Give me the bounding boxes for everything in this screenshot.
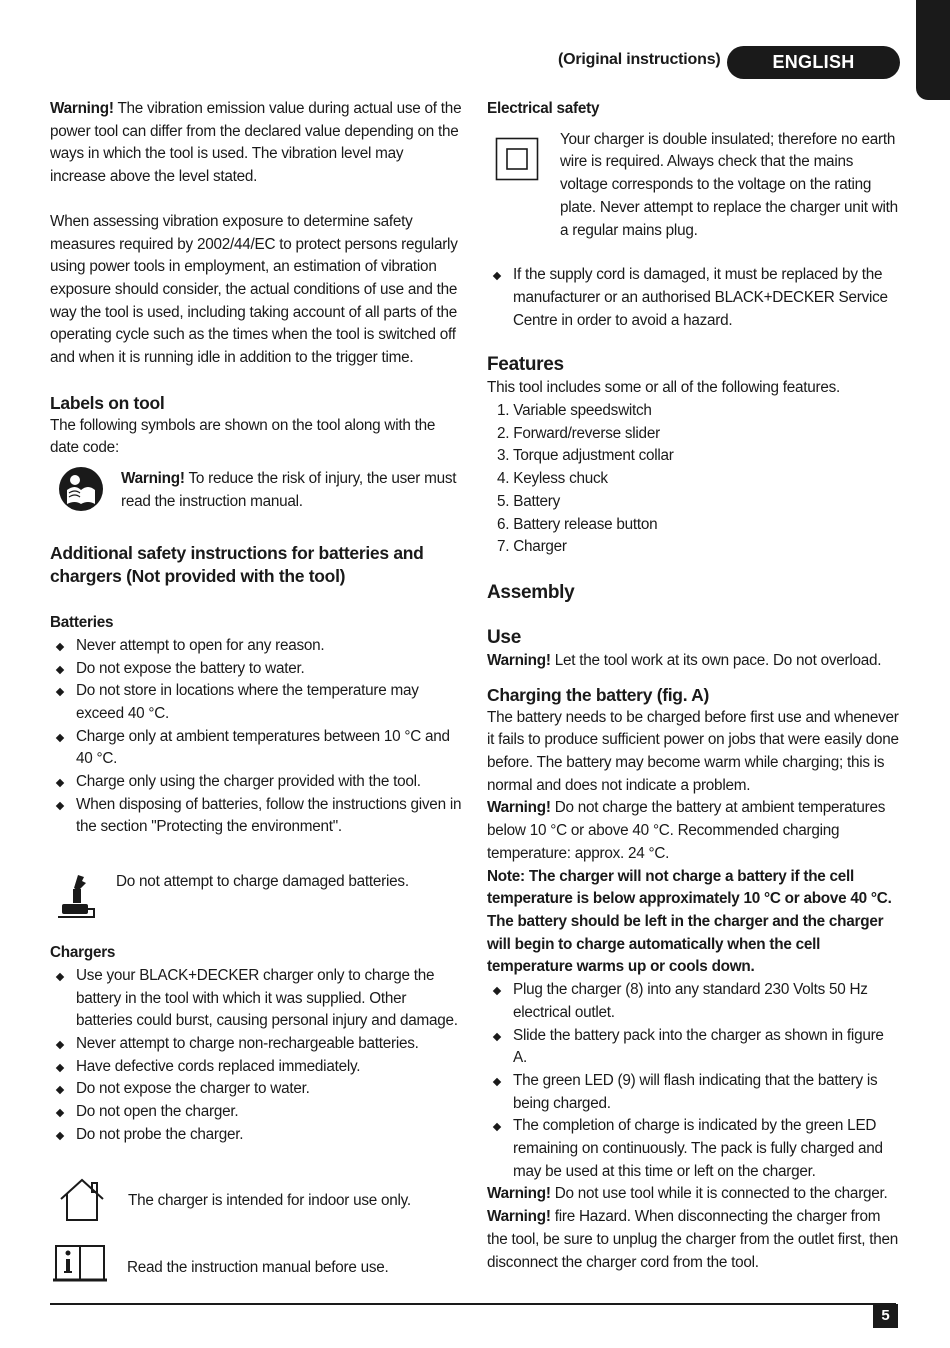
labels-intro: The following symbols are shown on the tool along with the date code: bbox=[50, 416, 436, 457]
warning-connected: Warning! Do not use tool while it is connected to the charger. bbox=[487, 1185, 888, 1203]
instruction-manual-icon bbox=[52, 1243, 108, 1285]
list-item: 5. Battery bbox=[497, 492, 560, 510]
list-item: Never attempt to open for any reason. bbox=[50, 635, 462, 658]
language-badge: ENGLISH bbox=[727, 46, 900, 79]
charging-paragraph: The battery needs to be charged before first use and whenever it fails to produce sufficient power on jobs that were easily done before. The battery may become warm while charging; this is normal and does not indicate a problem. bbox=[487, 708, 899, 794]
read-manual-symbol-row bbox=[50, 468, 462, 514]
list-item: Charge only using the charger provided with the tool. bbox=[50, 771, 462, 794]
charging-note: Note: The charger will not charge a battery if the cell temperature is below approximately 10 °C or above 40 °C. The battery should be left in the charger and the charger will begin to charge automatically when the cell temperature warms up or cools down. bbox=[487, 867, 892, 976]
damaged-battery-icon bbox=[56, 871, 98, 923]
labels-heading: Labels on tool bbox=[50, 392, 165, 413]
indoor-use-note: The charger is intended for indoor use only. bbox=[128, 1191, 411, 1209]
left-column bbox=[50, 98, 462, 1291]
list-item: 7. Charger bbox=[497, 538, 567, 556]
indoor-use-row bbox=[50, 1187, 462, 1233]
corner-tab bbox=[916, 0, 950, 100]
additional-safety-heading: Additional safety instructions for batteries and chargers (Not provided with the tool) bbox=[50, 543, 424, 587]
list-item: The green LED (9) will flash indicating that the battery is being charged. bbox=[487, 1070, 899, 1115]
list-item: Have defective cords replaced immediately. bbox=[50, 1056, 462, 1079]
features-intro: This tool includes some or all of the following features. bbox=[487, 379, 841, 397]
list-item: 4. Keyless chuck bbox=[497, 470, 608, 488]
list-item: Slide the battery pack into the charger as shown in figure A. bbox=[487, 1025, 899, 1070]
list-item: The completion of charge is indicated by the green LED remaining on continuously. The pack is fully charged and may be used at this time or left on the charger. bbox=[487, 1115, 899, 1183]
features-list bbox=[487, 400, 899, 559]
vibration-paragraph: When assessing vibration exposure to determine safety measures required by 2002/44/EC to protect persons regularly using power tools in employment, an estimation of vibration exposure should consider, the actual conditions of use and the way the tool is used, including taking account of all parts of the operating cycle such as the times when the tool is switched off and when it is running idle in addition to the trigger time. bbox=[50, 212, 458, 367]
right-column bbox=[487, 98, 899, 1274]
list-item: Plug the charger (8) into any standard 230 Volts 50 Hz electrical outlet. bbox=[487, 979, 899, 1024]
read-manual-icon bbox=[58, 466, 104, 512]
list-item: When disposing of batteries, follow the instructions given in the section "Protecting the environment". bbox=[50, 794, 462, 839]
list-item: Never attempt to charge non-rechargeable batteries. bbox=[50, 1033, 462, 1056]
damaged-battery-row bbox=[50, 871, 462, 927]
page-number: 5 bbox=[873, 1304, 898, 1328]
use-warning: Warning! Let the tool work at its own pace. Do not overload. bbox=[487, 651, 882, 669]
double-insulation-icon bbox=[495, 137, 539, 181]
charging-warning: Warning! Do not charge the battery at ambient temperatures below 10 °C or above 40 °C. Recommended charging temperature: approx. 24 °C. bbox=[487, 799, 886, 862]
batteries-list bbox=[50, 635, 462, 839]
double-insulated-text: Your charger is double insulated; therefore no earth wire is required. Always check that the mains voltage corresponds to the voltage on the rating plate. Never attempt to replace the charger unit with a regular mains plug. bbox=[560, 130, 898, 239]
list-item: 2. Forward/reverse slider bbox=[497, 424, 660, 442]
electrical-safety-heading: Electrical safety bbox=[487, 100, 600, 117]
charging-heading: Charging the battery (fig. A) bbox=[487, 684, 710, 705]
supply-cord-list bbox=[487, 264, 899, 332]
list-item: Do not store in locations where the temperature may exceed 40 °C. bbox=[50, 680, 462, 725]
list-item: Use your BLACK+DECKER charger only to charge the battery in the tool with which it was supplied. Other batteries could burst, causing personal injury and damage. bbox=[50, 965, 462, 1033]
list-item: 3. Torque adjustment collar bbox=[497, 447, 674, 465]
read-manual-warning: Warning! To reduce the risk of injury, the user must read the instruction manual. bbox=[121, 470, 457, 510]
charging-steps bbox=[487, 979, 899, 1183]
list-item: Do not probe the charger. bbox=[50, 1124, 462, 1147]
list-item: 6. Battery release button bbox=[497, 515, 658, 533]
use-heading: Use bbox=[487, 626, 521, 648]
assembly-heading: Assembly bbox=[487, 581, 575, 603]
chargers-heading: Chargers bbox=[50, 944, 116, 962]
footer-rule bbox=[50, 1303, 896, 1305]
original-instructions-label: (Original instructions) bbox=[558, 51, 721, 68]
vibration-warning: Warning! The vibration emission value during actual use of the power tool can differ from the declared value depending on the ways in which the tool is used. The vibration level may increase above the level stated. bbox=[50, 100, 462, 186]
list-item: 1. Variable speedswitch bbox=[497, 402, 652, 420]
read-manual-note: Read the instruction manual before use. bbox=[127, 1258, 389, 1276]
list-item: Do not expose the charger to water. bbox=[50, 1078, 462, 1101]
double-insulated-row bbox=[487, 129, 899, 243]
features-heading: Features bbox=[487, 354, 564, 376]
list-item: Do not expose the battery to water. bbox=[50, 658, 462, 681]
warning-fire-hazard: Warning! fire Hazard. When disconnecting the charger from the tool, be sure to unplug the charger from the outlet first, then disconnect the charger cord from the tool. bbox=[487, 1208, 898, 1271]
chargers-list bbox=[50, 965, 462, 1147]
damaged-battery-note: Do not attempt to charge damaged batteries. bbox=[116, 873, 409, 891]
list-item: If the supply cord is damaged, it must be replaced by the manufacturer or an authorised BLACK+DECKER Service Centre in order to avoid a hazard. bbox=[487, 264, 899, 332]
house-icon bbox=[58, 1177, 106, 1223]
batteries-heading: Batteries bbox=[50, 614, 114, 632]
list-item: Do not open the charger. bbox=[50, 1101, 462, 1124]
list-item: Charge only at ambient temperatures between 10 °C and 40 °C. bbox=[50, 726, 462, 771]
manual-symbol-row bbox=[50, 1251, 462, 1291]
